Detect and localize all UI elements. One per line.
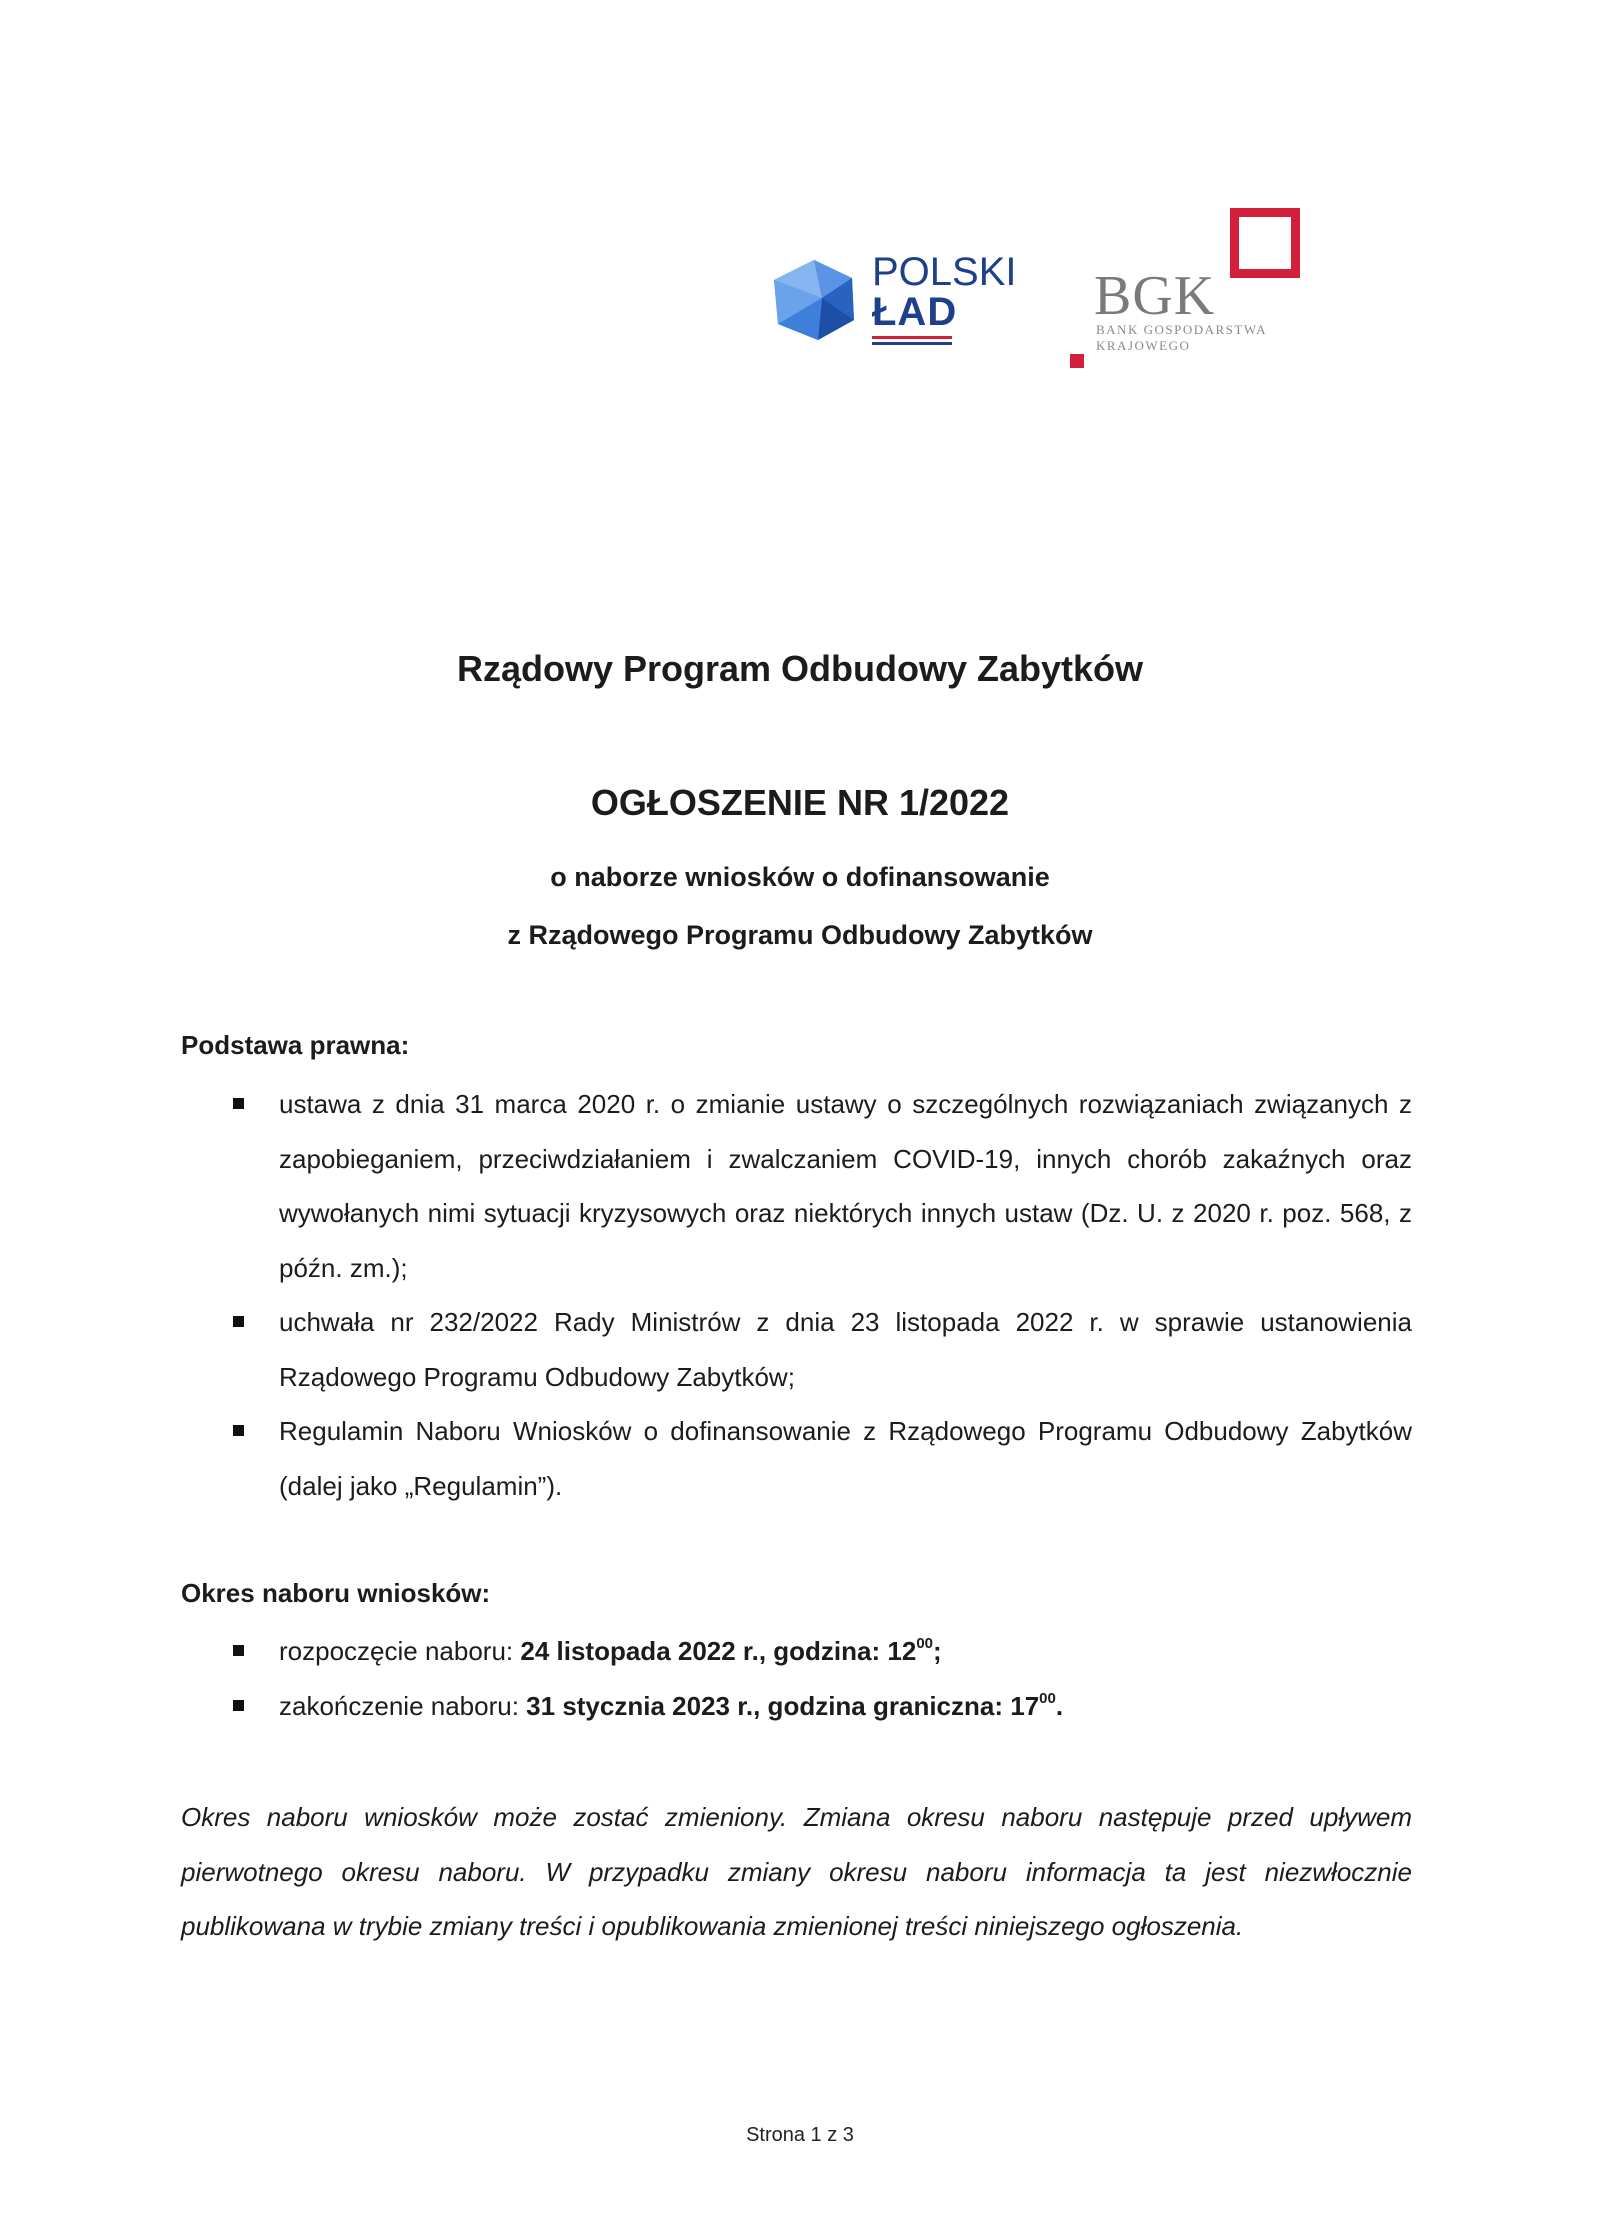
announcement-subtitle-line1: o naborze wniosków o dofinansowanie bbox=[550, 862, 1050, 892]
bgk-fullname-line2: KRAJOWEGO bbox=[1096, 338, 1191, 353]
bgk-square-mark bbox=[1230, 208, 1300, 278]
application-end-date: 31 stycznia 2023 r., godzina graniczna: 17 bbox=[526, 1690, 1040, 1721]
application-period-list bbox=[181, 1624, 1412, 1733]
bgk-fullname-line1: BANK GOSPODARSTWA bbox=[1096, 322, 1268, 337]
bullet-square-icon bbox=[233, 1700, 244, 1711]
announcement-title: OGŁOSZENIE NR 1/2022 bbox=[590, 782, 1010, 823]
application-start-label: rozpoczęcie naboru: bbox=[279, 1636, 521, 1666]
application-end-label: zakończenie naboru: bbox=[279, 1690, 527, 1721]
legal-basis-heading: Podstawa prawna: bbox=[181, 1030, 410, 1060]
legal-basis-item-text: uchwała nr 232/2022 Rady Ministrów z dnia 23 listopada 2022 r. w sprawie ustanowienia Rządowego Programu Odbudowy Zabytków; bbox=[279, 1307, 1412, 1392]
legal-basis-item bbox=[181, 1404, 1412, 1513]
bgk-small-square bbox=[1070, 354, 1084, 368]
legal-basis-list bbox=[181, 1077, 1412, 1513]
bullet-square-icon bbox=[233, 1316, 244, 1327]
application-period-heading: Okres naboru wniosków: bbox=[181, 1578, 491, 1608]
polski-lad-line1: POLSKI bbox=[872, 250, 1017, 294]
polski-lad-line2: ŁAD bbox=[872, 290, 958, 334]
application-end-item bbox=[181, 1679, 1412, 1734]
application-start-minutes: 00 bbox=[916, 1635, 933, 1652]
application-start-suffix: ; bbox=[933, 1636, 942, 1666]
bgk-logo bbox=[1068, 204, 1308, 376]
bullet-square-icon bbox=[233, 1098, 244, 1109]
polski-lad-emblem-icon bbox=[772, 258, 856, 342]
bgk-fullname bbox=[1096, 322, 1267, 354]
application-start-item bbox=[181, 1624, 1412, 1679]
polski-lad-wordmark bbox=[872, 252, 1017, 332]
program-title: Rządowy Program Odbudowy Zabytków bbox=[456, 648, 1144, 689]
bgk-wordmark: BGK bbox=[1094, 265, 1216, 327]
announcement-subtitle-line2: z Rządowego Programu Odbudowy Zabytków bbox=[507, 920, 1093, 950]
legal-basis-item bbox=[181, 1077, 1412, 1295]
legal-basis-item bbox=[181, 1295, 1412, 1404]
bullet-square-icon bbox=[233, 1425, 244, 1436]
page-number: Strona 1 z 3 bbox=[746, 2124, 854, 2146]
application-end-suffix: . bbox=[1055, 1690, 1064, 1721]
legal-basis-item-text: Regulamin Naboru Wniosków o dofinansowanie z Rządowego Programu Odbudowy Zabytków (dalej jako „Regulamin”). bbox=[279, 1416, 1412, 1501]
polski-lad-stripe-red bbox=[872, 336, 952, 339]
legal-basis-item-text: ustawa z dnia 31 marca 2020 r. o zmianie ustawy o szczególnych rozwiązaniach związanych z zapobieganiem, przeciwdziałaniem i zwalczaniem COVID-19, innych chorób zakaźnych oraz wywołanych nimi sytuacji kryzysowych oraz niektórych innych ustaw (Dz. U. z 2020 r. poz. 568, z późn. zm.); bbox=[279, 1089, 1412, 1283]
polski-lad-stripes bbox=[872, 336, 952, 348]
bullet-square-icon bbox=[233, 1645, 244, 1656]
polski-lad-stripe-blue bbox=[872, 342, 952, 345]
application-end-minutes: 00 bbox=[1039, 1689, 1056, 1707]
application-start-date: 24 listopada 2022 r., godzina: 12 bbox=[520, 1636, 917, 1666]
period-change-note: Okres naboru wniosków może zostać zmieniony. Zmiana okresu naboru następuje przed upływem pierwotnego okresu naboru. W przypadku zmiany okresu naboru informacja ta jest niezwłocznie publikowana w trybie zmiany treści i opublikowania zmienionej treści niniejszego ogłoszenia. bbox=[181, 1802, 1412, 1941]
polski-lad-logo bbox=[772, 250, 1017, 352]
